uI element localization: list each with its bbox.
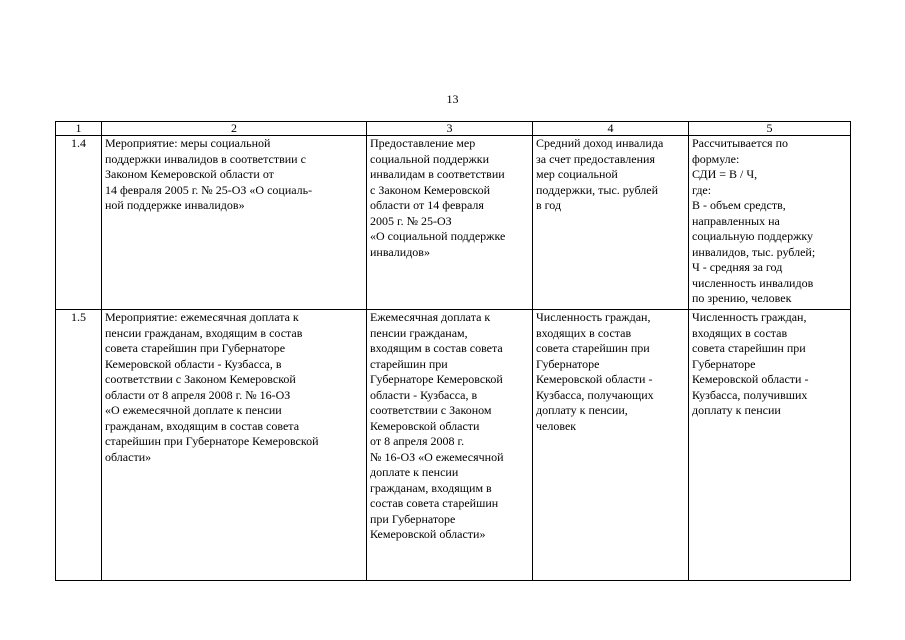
cell-text-line: входящих в состав xyxy=(692,325,788,340)
cell-text-line: Мероприятие: ежемесячная доплата к xyxy=(105,310,299,324)
cell-text-line: при Губернаторе xyxy=(370,511,456,526)
row-number: 1.5 xyxy=(56,310,102,581)
cell-text-line: области» xyxy=(105,449,152,464)
cell-text-line: Мероприятие: меры социальной xyxy=(105,136,271,150)
calculation-cell xyxy=(689,136,851,310)
cell-text-line: Кузбасса, получивших xyxy=(692,387,808,402)
cell-text-line: мер социальной xyxy=(536,167,618,181)
cell-text-line: в год xyxy=(536,198,562,212)
cell-text-line: социальной поддержки xyxy=(370,151,490,166)
cell-text-line: гражданам, входящим в состав совета xyxy=(105,418,300,433)
cell-text-line: совета старейшин при xyxy=(536,341,650,355)
page-number: 13 xyxy=(446,92,459,106)
cell-text-line: соответствии с Законом Кемеровской xyxy=(105,372,296,386)
cell-text-line: № 16-ОЗ «О ежемесячной xyxy=(370,449,504,464)
table-header-row xyxy=(56,122,851,136)
cell-text-line: поддержки, тыс. рублей xyxy=(536,182,659,197)
column-header: 5 xyxy=(689,122,851,136)
cell-text-line: от 8 апреля 2008 г. xyxy=(370,434,465,448)
cell-text-line: старейшин при Губернаторе Кемеровской xyxy=(105,434,319,448)
cell-text-line: Рассчитывается по xyxy=(692,136,788,150)
indicator-cell xyxy=(533,310,689,581)
cell-text-line: направленных на xyxy=(692,213,780,228)
cell-text-line: Численность граждан, xyxy=(692,310,807,324)
cell-text-line: «О ежемесячной доплате к пенсии xyxy=(105,403,282,417)
cell-text-line: за счет предоставления xyxy=(536,151,655,166)
table-row xyxy=(56,310,851,581)
cell-text-line: состав совета старейшин xyxy=(370,496,499,510)
cell-text-line: Законом Кемеровской области от xyxy=(105,167,274,181)
cell-text-line: инвалидов, тыс. рублей; xyxy=(692,244,816,259)
cell-text-line: входящим в состав совета xyxy=(370,341,503,355)
cell-text-line: формуле: xyxy=(692,151,740,166)
cell-text-line: доплату к пенсии xyxy=(692,403,781,417)
cell-text-line: социальную поддержку xyxy=(692,229,814,243)
cell-text-line: Численность граждан, xyxy=(536,310,651,324)
cell-text-line: Кемеровской области - xyxy=(692,372,809,386)
column-header: 3 xyxy=(367,122,533,136)
cell-text-line: Ч - средняя за год xyxy=(692,260,783,274)
cell-text-line: старейшин при xyxy=(370,356,448,371)
cell-text-line: по зрению, человек xyxy=(692,291,792,305)
cell-text-line: поддержки инвалидов в соответствии с xyxy=(105,151,306,166)
activity-cell xyxy=(102,310,367,581)
cell-text-line: доплату к пенсии, xyxy=(536,403,628,417)
cell-text-line: Ежемесячная доплата к xyxy=(370,310,491,324)
cell-text-line: совета старейшин при Губернаторе xyxy=(105,341,286,355)
cell-text-line: области от 8 апреля 2008 г. № 16-ОЗ xyxy=(105,387,291,402)
column-header: 4 xyxy=(533,122,689,136)
cell-text-line: области - Кузбасса, в xyxy=(370,387,478,402)
indicator-cell xyxy=(533,136,689,310)
cell-text-line: В - объем средств, xyxy=(692,198,786,212)
cell-text-line: человек xyxy=(536,418,577,433)
cell-text-line: инвалидам в соответствии xyxy=(370,167,505,181)
cell-text-line: области от 14 февраля xyxy=(370,198,484,212)
cell-text-line: Средний доход инвалида xyxy=(536,136,664,150)
cell-text-line: Кузбасса, получающих xyxy=(536,387,654,402)
cell-text-line: совета старейшин при xyxy=(692,341,806,355)
cell-text-line: Губернаторе Кемеровской xyxy=(370,372,503,386)
cell-text-line: ной поддержке инвалидов» xyxy=(105,198,245,212)
activity-cell xyxy=(102,136,367,310)
cell-text-line: «О социальной поддержке xyxy=(370,229,506,243)
cell-text-line: Кемеровской области - xyxy=(536,372,653,386)
calculation-cell xyxy=(689,310,851,581)
table-row xyxy=(56,136,851,310)
row-number: 1.4 xyxy=(56,136,102,310)
cell-text-line: численность инвалидов xyxy=(692,275,814,290)
description-cell xyxy=(367,136,533,310)
column-header: 2 xyxy=(102,122,367,136)
cell-text-line: 2005 г. № 25-ОЗ xyxy=(370,213,452,228)
cell-text-line: входящих в состав xyxy=(536,325,632,340)
cell-text-line: Кемеровской области - Кузбасса, в xyxy=(105,356,282,371)
cell-text-line: пенсии гражданам, входящим в состав xyxy=(105,325,303,340)
cell-text-line: СДИ = В / Ч, xyxy=(692,167,758,181)
cell-text-line: гражданам, входящим в xyxy=(370,480,492,495)
document-table xyxy=(55,121,851,581)
cell-text-line: Кемеровской области xyxy=(370,418,480,433)
cell-text-line: с Законом Кемеровской xyxy=(370,182,491,197)
cell-text-line: инвалидов» xyxy=(370,244,430,259)
cell-text-line: доплате к пенсии xyxy=(370,465,459,479)
cell-text-line: Губернаторе xyxy=(692,356,756,371)
cell-text-line: соответствии с Законом xyxy=(370,403,492,417)
cell-text-line: где: xyxy=(692,182,712,197)
column-header: 1 xyxy=(56,122,102,136)
cell-text-line: Губернаторе xyxy=(536,356,600,371)
cell-text-line: 14 февраля 2005 г. № 25-ОЗ «О социаль- xyxy=(105,182,313,197)
description-cell xyxy=(367,310,533,581)
cell-text-line: пенсии гражданам, xyxy=(370,325,468,340)
cell-text-line: Кемеровской области» xyxy=(370,527,486,541)
cell-text-line: Предоставление мер xyxy=(370,136,476,150)
